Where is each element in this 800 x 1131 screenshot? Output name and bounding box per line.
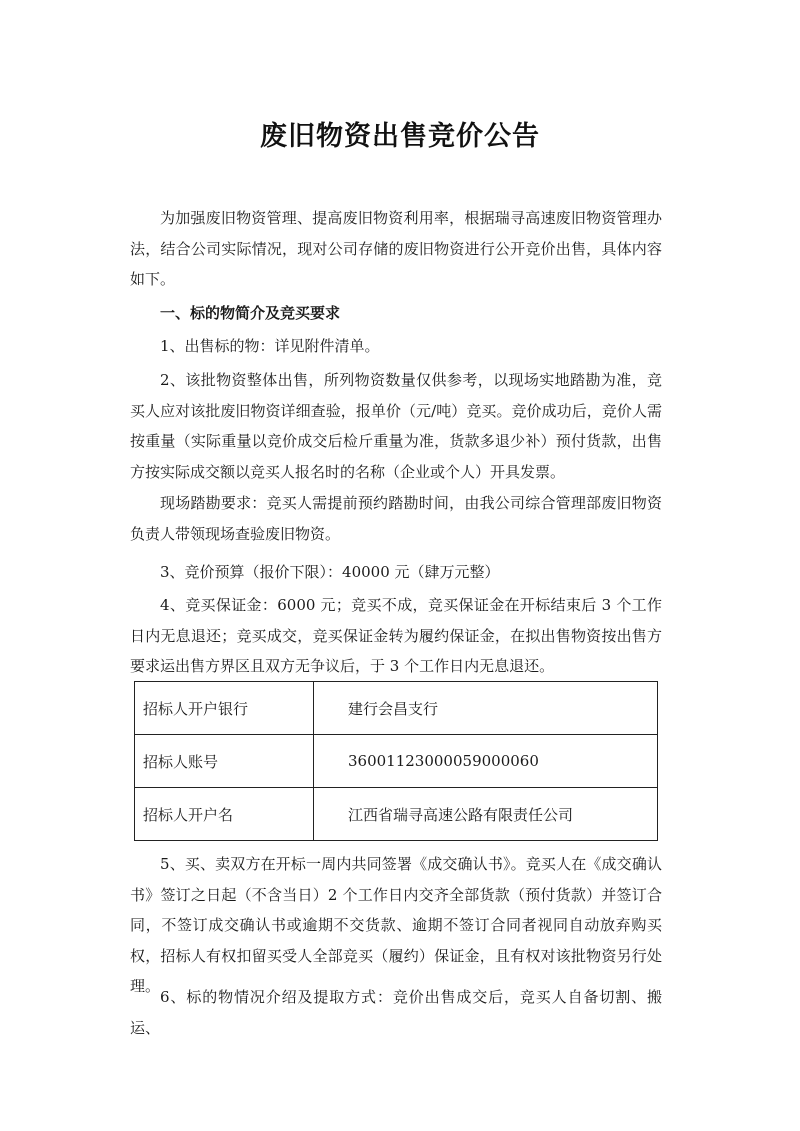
- table-cell-value: 36001123000059000060: [314, 735, 658, 788]
- item-4-paragraph: 4、竞买保证金：6000 元；竞买不成，竞买保证金在开标结束后 3 个工作日内无息退还；竞买成交，竞买保证金转为履约保证金，在拟出售物资按出售方要求运出售方界区且双方无争议后，于 3 个工作日内无息退还。: [130, 596, 662, 675]
- table-row: [135, 735, 658, 788]
- item-5-paragraph: 5、买、卖双方在开标一周内共同签署《成交确认书》。竞买人在《成交确认书》签订之日起（不含当日）2 个工作日内交齐全部货款（预付货款）并签订合同，不签订成交确认书或逾期不交货款、逾期不签订合同者视同自动放弃购买权，招标人有权扣留买受人全部竞买（履约）保证金，且有权对该批物资另行处理。: [130, 855, 662, 995]
- table-cell-value: 江西省瑞寻高速公路有限责任公司: [314, 788, 658, 841]
- intro-paragraph: 为加强废旧物资管理、提高废旧物资利用率，根据瑞寻高速废旧物资管理办法，结合公司实际情况，现对公司存储的废旧物资进行公开竞价出售，具体内容如下。: [130, 209, 662, 288]
- document-title: 废旧物资出售竞价公告: [260, 121, 540, 152]
- item-3-paragraph: 3、竞价预算（报价下限）：40000 元（肆万元整）: [160, 563, 500, 581]
- table-cell-label: 招标人开户银行: [135, 682, 314, 735]
- item-2-paragraph: 2、该批物资整体出售，所列物资数量仅供参考，以现场实地踏勘为准，竞买人应对该批废旧物资详细查验，报单价（元/吨）竞买。竞价成功后，竞价人需按重量（实际重量以竞价成交后检斤重量为准，货款多退少补）预付货款，出售方按实际成交额以竞买人报名时的名称（企业或个人）开具发票。: [130, 371, 662, 481]
- table-cell-value: 建行会昌支行: [314, 682, 658, 735]
- item-1-paragraph: 1、出售标的物：详见附件清单。: [160, 337, 380, 355]
- table-cell-label: 招标人账号: [135, 735, 314, 788]
- table-cell-label: 招标人开户名: [135, 788, 314, 841]
- item-6-paragraph: 6、标的物情况介绍及提取方式：竞价出售成交后，竞买人自备切割、搬运、: [130, 988, 662, 1037]
- table-row: [135, 788, 658, 841]
- section-heading: 一、标的物简介及竞买要求: [160, 304, 341, 322]
- site-visit-paragraph: 现场踏勘要求：竞买人需提前预约踏勘时间，由我公司综合管理部废旧物资负责人带领现场查验废旧物资。: [130, 494, 662, 543]
- bank-info-table: [134, 681, 658, 841]
- table-row: [135, 682, 658, 735]
